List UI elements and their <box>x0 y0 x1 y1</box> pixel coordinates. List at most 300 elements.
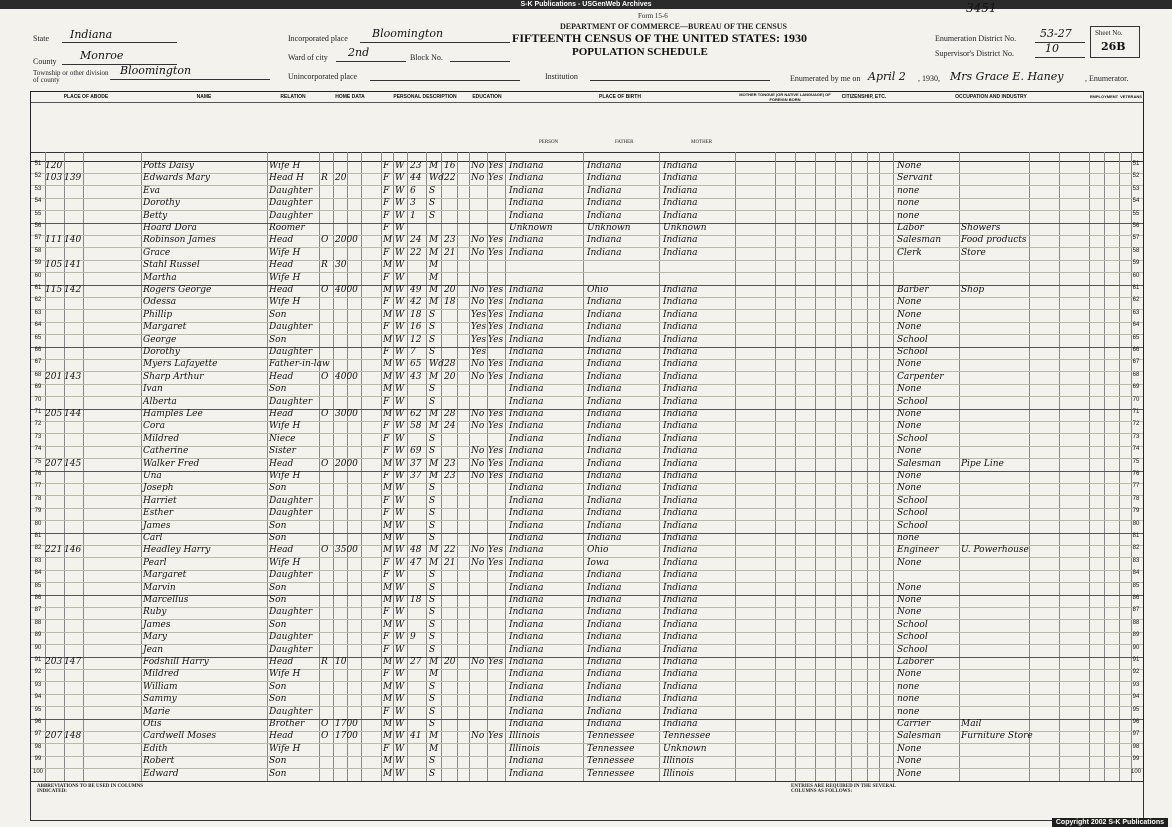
cell-bp: Indiana <box>509 706 544 717</box>
line-number: 68 <box>34 371 42 378</box>
line-number-right: 76 <box>1132 471 1140 477</box>
cell-mar: M <box>429 247 439 258</box>
line-number: 63 <box>34 309 42 316</box>
cell-val: 1700 <box>335 719 358 729</box>
line-number-right: 53 <box>1132 185 1140 192</box>
cell-ind <box>961 186 1027 198</box>
cell-sex: M <box>383 371 393 382</box>
cell-mbp: Indiana <box>663 371 698 382</box>
cell-rel: Daughter <box>269 322 313 333</box>
cell-mbp: Indiana <box>663 173 698 184</box>
cell-sch <box>471 186 487 198</box>
cell-age <box>410 260 426 272</box>
cell-sch <box>471 756 487 768</box>
state-value: Indiana <box>70 28 113 41</box>
cell-dw <box>45 483 63 495</box>
cell-sex: M <box>383 768 393 779</box>
birth-head-father: FATHER <box>615 140 634 145</box>
cell-rd: Yes <box>488 309 504 320</box>
cell-sch <box>471 198 487 210</box>
cell-own <box>321 335 333 347</box>
cell-race: W <box>395 657 405 667</box>
cell-own: O <box>321 285 329 295</box>
table-row <box>31 694 1143 707</box>
cell-name: Esther <box>143 508 174 519</box>
cell-sex: M <box>383 619 393 630</box>
cell-rel: Father-in-law <box>269 359 330 370</box>
cell-occ: None <box>897 582 922 593</box>
sheet-value: 26B <box>1101 40 1126 53</box>
cell-val <box>335 756 359 768</box>
cell-own <box>321 384 333 396</box>
cell-name: Marie <box>143 706 171 717</box>
ed-label: Enumeration District No. <box>935 34 1017 43</box>
cell-mbp: Illinois <box>663 756 694 767</box>
cell-am <box>444 223 458 235</box>
cell-mar: S <box>429 198 436 209</box>
cell-fbp: Indiana <box>587 446 622 457</box>
cell-bp: Indiana <box>509 681 544 692</box>
cell-race: W <box>395 409 405 419</box>
cell-dw <box>45 496 63 508</box>
cell-dw <box>45 434 63 446</box>
line-number-right: 79 <box>1132 508 1140 515</box>
cell-race: W <box>395 595 405 605</box>
group-relation: RELATION <box>267 92 320 103</box>
cell-race: W <box>395 384 405 395</box>
cell-fbp: Indiana <box>587 582 622 593</box>
cell-rel: Brother <box>269 719 305 729</box>
cell-sex: M <box>383 285 393 295</box>
cell-race: W <box>395 285 405 295</box>
cell-name: George <box>143 334 177 345</box>
cell-bp: Indiana <box>509 756 544 767</box>
line-number-right: 52 <box>1132 173 1140 180</box>
cell-fam <box>64 669 82 681</box>
cell-bp: Indiana <box>509 247 544 258</box>
cell-rd: Yes <box>488 557 504 568</box>
cell-occ: Carpenter <box>897 371 944 382</box>
cell-mar: M <box>429 557 439 568</box>
cell-rel: Son <box>269 334 287 345</box>
cell-mar: S <box>429 694 436 705</box>
cell-rd: Yes <box>488 359 504 370</box>
line-number: 72 <box>34 421 42 428</box>
line-number: 81 <box>34 533 42 539</box>
township-value: Bloomington <box>120 64 192 77</box>
cell-fam <box>64 769 82 781</box>
cell-dw: 201 <box>45 371 63 382</box>
cell-fam <box>64 347 82 359</box>
cell-occ: Barber <box>897 285 929 295</box>
cell-sch <box>471 607 487 619</box>
cell-mbp: Indiana <box>663 520 698 531</box>
cell-mbp: Indiana <box>663 458 698 469</box>
ed-value: 53-27 <box>1040 27 1072 40</box>
cell-rd <box>488 694 505 706</box>
cell-rel: Head <box>269 235 294 246</box>
cell-race: W <box>395 433 405 444</box>
cell-rd: Yes <box>488 545 504 556</box>
cell-rel: Head <box>269 260 294 271</box>
cell-own <box>321 421 333 433</box>
cell-rel: Son <box>269 595 287 605</box>
cell-fbp: Indiana <box>587 657 622 667</box>
cell-race: W <box>395 644 405 655</box>
cell-dw: 207 <box>45 458 63 469</box>
table-row <box>31 297 1143 310</box>
cell-age <box>410 694 426 706</box>
line-number: 83 <box>34 557 42 564</box>
cell-mbp: Indiana <box>663 396 698 407</box>
cell-fbp: Indiana <box>587 433 622 444</box>
cell-fam: 145 <box>64 458 82 469</box>
cell-sex: M <box>383 681 393 692</box>
cell-dw <box>45 694 63 706</box>
cell-race: W <box>395 371 405 382</box>
line-number: 79 <box>34 508 42 515</box>
cell-am: 23 <box>444 235 456 246</box>
enumerator-name: Mrs Grace E. Haney <box>950 70 1064 83</box>
cell-am: 20 <box>444 285 456 295</box>
cell-age: 69 <box>410 446 422 457</box>
table-row <box>31 533 1143 546</box>
cell-sch: No <box>471 731 485 742</box>
township-label: Township or other division of county <box>33 69 109 84</box>
group-education: EDUCATION <box>469 92 506 103</box>
line-number-right: 56 <box>1132 223 1140 229</box>
cell-fam <box>64 707 82 719</box>
cell-name: Joseph <box>143 483 174 494</box>
cell-am <box>444 694 458 706</box>
cell-val <box>335 744 359 756</box>
cell-val <box>335 558 359 570</box>
cell-fam: 148 <box>64 731 82 742</box>
cell-name: Cora <box>143 421 165 432</box>
cell-name: Marcellus <box>143 595 189 605</box>
cell-sex: F <box>383 607 390 618</box>
cell-mar: M <box>429 669 439 680</box>
cell-ind <box>961 570 1027 582</box>
table-row <box>31 372 1143 385</box>
line-number-right: 94 <box>1132 694 1140 701</box>
cell-fam: 147 <box>64 657 82 667</box>
cell-mbp: Indiana <box>663 235 698 246</box>
cell-mbp: Indiana <box>663 161 698 171</box>
cell-bp: Indiana <box>509 421 544 432</box>
enumerated-year: , 1930, <box>918 74 940 83</box>
cell-bp: Indiana <box>509 235 544 246</box>
line-number-right: 73 <box>1132 433 1140 440</box>
cell-name: Harriet <box>143 495 177 506</box>
cell-am: 28 <box>444 359 456 370</box>
cell-name: James <box>143 520 171 531</box>
table-row <box>31 620 1143 633</box>
cell-dw <box>45 446 63 458</box>
cell-age <box>410 645 426 657</box>
cell-race: W <box>395 520 405 531</box>
cell-sch <box>471 223 487 235</box>
line-number: 73 <box>34 433 42 440</box>
cell-fbp: Indiana <box>587 409 622 419</box>
cell-occ: none <box>897 706 920 717</box>
cell-occ: School <box>897 520 928 531</box>
cell-mbp: Indiana <box>663 545 698 556</box>
cell-am <box>444 533 458 545</box>
cell-ind <box>961 359 1027 371</box>
line-number: 98 <box>34 743 42 750</box>
cell-bp: Indiana <box>509 595 544 605</box>
cell-ind <box>961 756 1027 768</box>
line-number-right: 69 <box>1132 384 1140 391</box>
cell-val: 3000 <box>335 409 358 419</box>
cell-dw <box>45 744 63 756</box>
cell-am: 20 <box>444 657 456 667</box>
cell-mbp: Indiana <box>663 619 698 630</box>
cell-fam <box>64 273 82 285</box>
line-number: 86 <box>34 595 42 601</box>
cell-rel: Wife H <box>269 297 301 308</box>
schedule-title: POPULATION SCHEDULE <box>572 46 708 58</box>
cell-mbp: Indiana <box>663 508 698 519</box>
cell-rd <box>488 186 505 198</box>
cell-own <box>321 769 333 781</box>
cell-own: O <box>321 371 329 382</box>
cell-mbp: Indiana <box>663 433 698 444</box>
cell-race: W <box>395 508 405 519</box>
cell-bp: Indiana <box>509 347 544 357</box>
cell-sex: M <box>383 595 393 605</box>
cell-fbp: Indiana <box>587 334 622 345</box>
cell-occ: Salesman <box>897 731 942 742</box>
cell-age: 49 <box>410 285 422 295</box>
cell-own <box>321 533 333 545</box>
cell-fbp: Indiana <box>587 570 622 581</box>
cell-own <box>321 471 333 483</box>
cell-fbp: Indiana <box>587 396 622 407</box>
cell-mbp <box>663 273 735 285</box>
cell-fam <box>64 694 82 706</box>
cell-rel: Daughter <box>269 210 313 221</box>
cell-dw: 115 <box>45 285 63 295</box>
table-row <box>31 260 1143 273</box>
cell-dw <box>45 186 63 198</box>
cell-mar: S <box>429 520 436 531</box>
table-row <box>31 173 1143 186</box>
cell-mbp: Indiana <box>663 644 698 655</box>
cell-own: R <box>321 173 328 184</box>
birth-head-person: PERSON <box>539 140 559 145</box>
cell-fbp: Tennessee <box>587 768 635 779</box>
cell-bp: Indiana <box>509 322 544 333</box>
line-number-right: 78 <box>1132 495 1140 502</box>
cell-fam <box>64 583 82 595</box>
group-employment: EMPLOYMENT <box>1089 92 1120 103</box>
cell-sch: No <box>471 657 485 667</box>
cell-dw <box>45 397 63 409</box>
cell-own <box>321 223 333 235</box>
cell-dw <box>45 607 63 619</box>
cell-dw: 205 <box>45 409 63 419</box>
cell-val: 1700 <box>335 731 358 742</box>
table-row <box>31 421 1143 434</box>
cell-race: W <box>395 768 405 779</box>
county-label: County <box>33 57 57 66</box>
cell-name: Dorothy <box>143 347 180 357</box>
table-row <box>31 347 1143 360</box>
cell-sch: Yes <box>471 322 487 333</box>
cell-race: W <box>395 322 405 333</box>
cell-sch <box>471 570 487 582</box>
cell-age: 43 <box>410 371 422 382</box>
cell-occ: School <box>897 632 928 643</box>
cell-age: 12 <box>410 334 422 345</box>
cell-sex: F <box>383 508 390 519</box>
cell-bp: Indiana <box>509 198 544 209</box>
cell-rd <box>488 607 505 619</box>
table-row <box>31 359 1143 372</box>
cell-fbp: Indiana <box>587 619 622 630</box>
line-number-right: 96 <box>1132 719 1140 725</box>
cell-mbp: Indiana <box>663 384 698 395</box>
cell-race: W <box>395 471 405 481</box>
cell-mbp: Indiana <box>663 359 698 370</box>
cell-mbp: Unknown <box>663 223 707 233</box>
cell-ind <box>961 409 1027 421</box>
cell-bp: Indiana <box>509 768 544 779</box>
cell-fam <box>64 508 82 520</box>
cell-fbp: Iowa <box>587 557 610 568</box>
line-number: 51 <box>34 161 42 167</box>
line-number-right: 84 <box>1132 570 1140 577</box>
cell-mbp: Unknown <box>663 743 707 754</box>
cell-dw <box>45 533 63 545</box>
cell-ind <box>961 322 1027 334</box>
cell-occ <box>897 273 957 285</box>
cell-race: W <box>395 334 405 345</box>
cell-dw <box>45 632 63 644</box>
table-row <box>31 769 1143 782</box>
cell-own <box>321 310 333 322</box>
cell-age <box>410 669 426 681</box>
cell-dw <box>45 756 63 768</box>
cell-fam <box>64 310 82 322</box>
cell-val <box>335 434 359 446</box>
cell-ind <box>961 508 1027 520</box>
cell-race: W <box>395 570 405 581</box>
cell-am <box>444 211 458 223</box>
line-number-right: 70 <box>1132 396 1140 403</box>
cell-mar: S <box>429 768 436 779</box>
cell-ind <box>961 260 1027 272</box>
cell-occ: School <box>897 433 928 444</box>
line-number: 61 <box>34 285 42 291</box>
cell-age: 37 <box>410 471 422 481</box>
cell-rd: Yes <box>488 371 504 382</box>
cell-race: W <box>395 706 405 717</box>
cell-rel: Niece <box>269 433 296 444</box>
cell-rel: Son <box>269 768 287 779</box>
cell-occ: None <box>897 161 922 171</box>
cell-mar: S <box>429 681 436 692</box>
cell-mbp: Indiana <box>663 483 698 494</box>
cell-occ: None <box>897 607 922 618</box>
sheet-box <box>1090 26 1140 58</box>
cell-own <box>321 273 333 285</box>
cell-ind <box>961 161 1027 173</box>
cell-own <box>321 744 333 756</box>
cell-val <box>335 533 359 545</box>
cell-sex: M <box>383 545 393 556</box>
cell-fbp: Indiana <box>587 173 622 184</box>
cell-name: Edith <box>143 743 168 754</box>
cell-val <box>335 682 359 694</box>
line-number-right: 71 <box>1132 409 1140 415</box>
cell-mar: M <box>429 471 439 481</box>
cell-val: 10 <box>335 657 347 667</box>
cell-sex: M <box>383 657 393 667</box>
cell-fam <box>64 421 82 433</box>
cell-rd <box>488 744 505 756</box>
cell-race: W <box>395 582 405 593</box>
ward-value: 2nd <box>348 46 370 59</box>
cell-fam <box>64 297 82 309</box>
cell-mar: S <box>429 632 436 643</box>
line-number-right: 77 <box>1132 483 1140 490</box>
cell-age <box>410 744 426 756</box>
cell-am <box>444 645 458 657</box>
cell-am: 23 <box>444 471 456 481</box>
cell-fam <box>64 186 82 198</box>
cell-bp: Indiana <box>509 185 544 196</box>
cell-ind <box>961 496 1027 508</box>
cell-name: Pearl <box>143 557 167 568</box>
cell-own <box>321 347 333 359</box>
cell-rel: Head <box>269 285 294 295</box>
cell-rd: Yes <box>488 458 504 469</box>
institution-label: Institution <box>545 72 578 81</box>
cell-fbp: Indiana <box>587 471 622 481</box>
sd-value: 10 <box>1045 42 1059 55</box>
cell-sex: F <box>383 161 390 171</box>
cell-am <box>444 347 458 359</box>
cell-own <box>321 161 333 173</box>
cell-ind <box>961 620 1027 632</box>
table-row <box>31 235 1143 248</box>
line-number: 70 <box>34 396 42 403</box>
cell-sex: M <box>383 260 393 271</box>
cell-sex: F <box>383 743 390 754</box>
cell-occ: None <box>897 557 922 568</box>
cell-sex: F <box>383 297 390 308</box>
cell-ind: Furniture Store <box>961 731 1033 742</box>
cell-occ: None <box>897 446 922 457</box>
cell-val <box>335 508 359 520</box>
table-row <box>31 731 1143 744</box>
cell-bp: Indiana <box>509 657 544 667</box>
cell-race: W <box>395 173 405 184</box>
cell-race: W <box>395 756 405 767</box>
cell-own <box>321 620 333 632</box>
cell-dw <box>45 521 63 533</box>
line-number: 66 <box>34 347 42 353</box>
cell-mbp: Indiana <box>663 570 698 581</box>
cell-bp: Indiana <box>509 632 544 643</box>
cell-age <box>410 533 426 545</box>
line-number: 52 <box>34 173 42 180</box>
cell-occ <box>897 260 957 272</box>
cell-mbp: Indiana <box>663 632 698 643</box>
